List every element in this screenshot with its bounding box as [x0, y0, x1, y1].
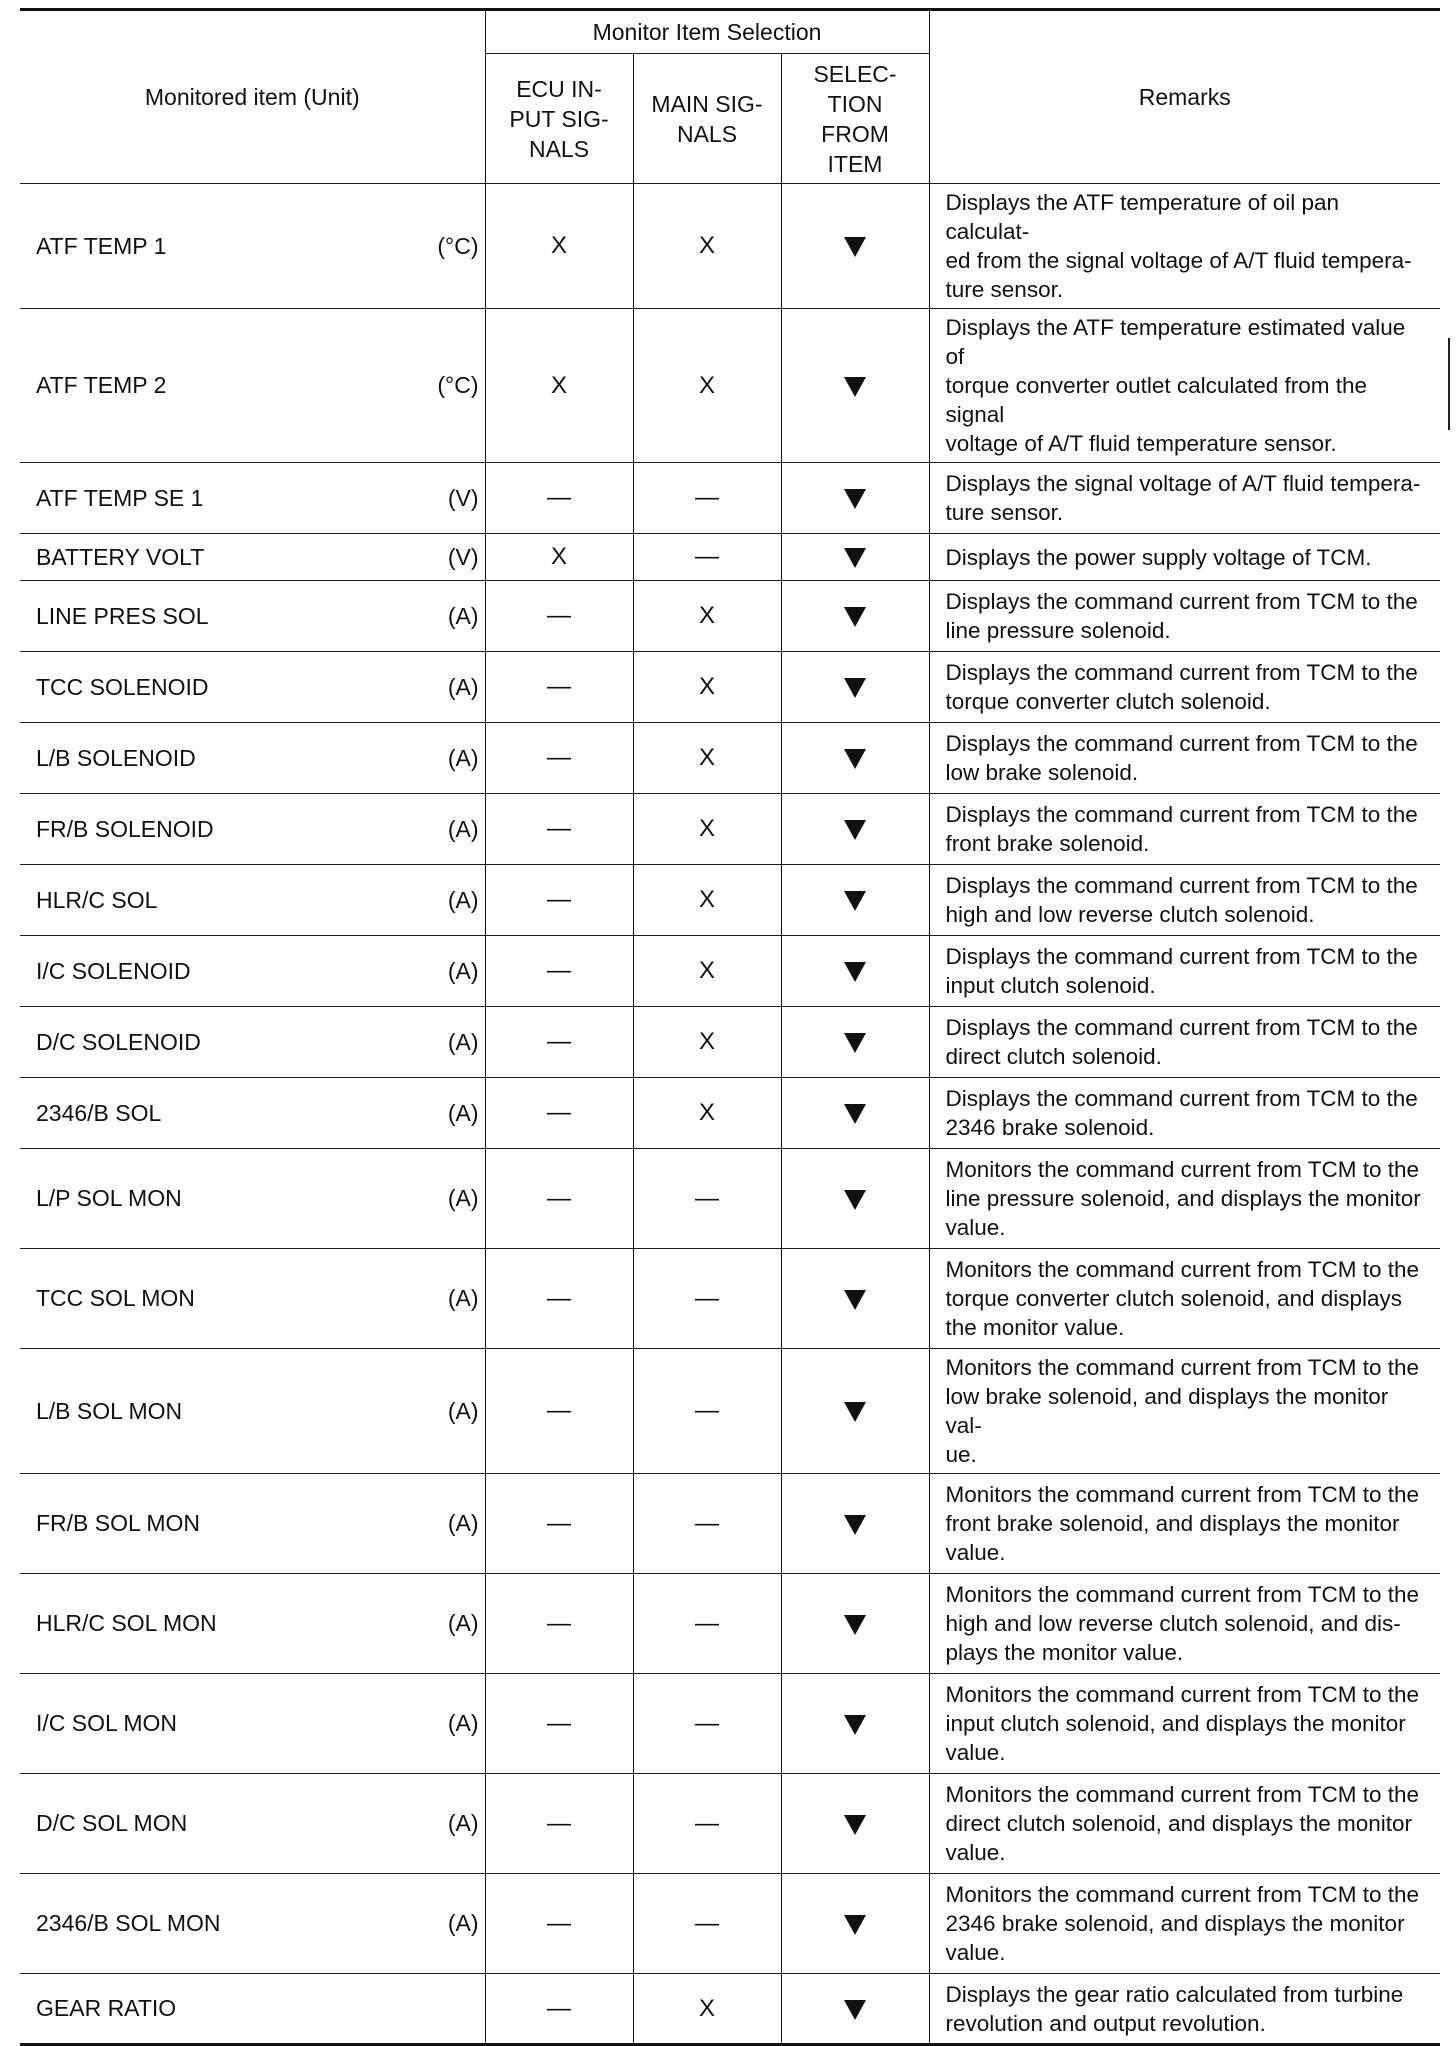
table-row: [20, 794, 1440, 865]
down-triangle-icon: [844, 891, 866, 911]
monitored-item-unit: [405, 1974, 485, 2045]
table-row: [20, 463, 1440, 534]
table-row: [20, 1974, 1440, 2045]
remark-text: Displays the command current from TCM to the high and low reverse clutch solenoid.: [929, 865, 1440, 936]
monitored-item-name: 2346/B SOL MON: [20, 1874, 405, 1974]
selection-from-item-cell: [781, 184, 929, 309]
table-row: [20, 652, 1440, 723]
selection-from-item-cell: [781, 1874, 929, 1974]
main-signal-mark: —: [633, 1574, 781, 1674]
table-row: [20, 1007, 1440, 1078]
main-signal-mark: —: [633, 534, 781, 581]
down-triangle-icon: [844, 962, 866, 982]
main-signal-mark: —: [633, 1249, 781, 1349]
remark-text: Monitors the command current from TCM to the torque converter clutch solenoid, and displays the monitor value.: [929, 1249, 1440, 1349]
main-signal-mark: —: [633, 1474, 781, 1574]
ecu-input-mark: —: [485, 1474, 633, 1574]
main-signal-mark: X: [633, 581, 781, 652]
down-triangle-icon: [844, 548, 866, 568]
selection-from-item-cell: [781, 1474, 929, 1574]
table-row: [20, 1078, 1440, 1149]
main-signal-mark: X: [633, 1974, 781, 2045]
down-triangle-icon: [844, 1402, 866, 1422]
ecu-input-mark: —: [485, 865, 633, 936]
remark-text: Monitors the command current from TCM to the front brake solenoid, and displays the monitor value.: [929, 1474, 1440, 1574]
main-signal-mark: —: [633, 463, 781, 534]
monitored-item-unit: (V): [405, 463, 485, 534]
monitored-item-unit: (A): [405, 794, 485, 865]
down-triangle-icon: [844, 1915, 866, 1935]
header-remarks: Remarks: [929, 10, 1440, 184]
header-monitor-item-selection: Monitor Item Selection: [485, 10, 929, 54]
ecu-input-mark: X: [485, 534, 633, 581]
main-signal-mark: X: [633, 723, 781, 794]
down-triangle-icon: [844, 377, 866, 397]
main-signal-mark: X: [633, 936, 781, 1007]
ecu-input-mark: —: [485, 1349, 633, 1474]
monitored-item-unit: (A): [405, 652, 485, 723]
remark-text: Displays the ATF temperature of oil pan calculat- ed from the signal voltage of A/T fluid tempera- ture sensor.: [929, 184, 1440, 309]
selection-from-item-cell: [781, 581, 929, 652]
monitored-item-name: BATTERY VOLT: [20, 534, 405, 581]
monitored-item-name: TCC SOLENOID: [20, 652, 405, 723]
monitored-item-name: HLR/C SOL: [20, 865, 405, 936]
monitored-item-name: FR/B SOL MON: [20, 1474, 405, 1574]
header-selection-from-item: SELEC- TION FROM ITEM: [781, 54, 929, 184]
selection-from-item-cell: [781, 1974, 929, 2045]
down-triangle-icon: [844, 1515, 866, 1535]
monitored-item-name: ATF TEMP 1: [20, 184, 405, 309]
remark-text: Monitors the command current from TCM to the high and low reverse clutch solenoid, and dis- plays the monitor value.: [929, 1574, 1440, 1674]
down-triangle-icon: [844, 678, 866, 698]
monitored-item-name: I/C SOLENOID: [20, 936, 405, 1007]
ecu-input-mark: X: [485, 309, 633, 463]
down-triangle-icon: [844, 820, 866, 840]
selection-from-item-cell: [781, 865, 929, 936]
remark-text: Displays the command current from TCM to the line pressure solenoid.: [929, 581, 1440, 652]
monitored-item-name: L/P SOL MON: [20, 1149, 405, 1249]
ecu-input-mark: —: [485, 1149, 633, 1249]
monitored-item-name: L/B SOL MON: [20, 1349, 405, 1474]
main-signal-mark: —: [633, 1674, 781, 1774]
monitored-item-name: 2346/B SOL: [20, 1078, 405, 1149]
selection-from-item-cell: [781, 1078, 929, 1149]
selection-from-item-cell: [781, 1349, 929, 1474]
main-signal-mark: —: [633, 1149, 781, 1249]
ecu-input-mark: —: [485, 1874, 633, 1974]
margin-bar: [1448, 338, 1450, 430]
table-row: [20, 184, 1440, 309]
selection-from-item-cell: [781, 1149, 929, 1249]
down-triangle-icon: [844, 1033, 866, 1053]
table-row: [20, 581, 1440, 652]
down-triangle-icon: [844, 489, 866, 509]
monitored-item-unit: (A): [405, 1149, 485, 1249]
main-signal-mark: —: [633, 1874, 781, 1974]
main-signal-mark: X: [633, 1007, 781, 1078]
monitored-item-name: L/B SOLENOID: [20, 723, 405, 794]
selection-from-item-cell: [781, 1249, 929, 1349]
down-triangle-icon: [844, 1290, 866, 1310]
monitored-item-unit: (A): [405, 1874, 485, 1974]
monitored-item-unit: (A): [405, 1249, 485, 1349]
down-triangle-icon: [844, 1190, 866, 1210]
down-triangle-icon: [844, 1715, 866, 1735]
monitored-item-unit: (A): [405, 581, 485, 652]
table-row: [20, 1349, 1440, 1474]
monitored-item-unit: (A): [405, 1474, 485, 1574]
monitored-item-name: FR/B SOLENOID: [20, 794, 405, 865]
remark-text: Displays the ATF temperature estimated value of torque converter outlet calculated from the signal voltage of A/T fluid temperature sensor.: [929, 309, 1440, 463]
monitored-item-name: I/C SOL MON: [20, 1674, 405, 1774]
ecu-input-mark: —: [485, 581, 633, 652]
remark-text: Displays the command current from TCM to the input clutch solenoid.: [929, 936, 1440, 1007]
table-row: [20, 534, 1440, 581]
selection-from-item-cell: [781, 463, 929, 534]
remark-text: Displays the signal voltage of A/T fluid tempera- ture sensor.: [929, 463, 1440, 534]
table-body: [20, 184, 1440, 2045]
ecu-input-mark: —: [485, 1078, 633, 1149]
monitored-item-unit: (A): [405, 1774, 485, 1874]
remark-text: Monitors the command current from TCM to the input clutch solenoid, and displays the monitor value.: [929, 1674, 1440, 1774]
table-row: [20, 1574, 1440, 1674]
monitored-item-unit: (A): [405, 1349, 485, 1474]
monitored-item-name: ATF TEMP 2: [20, 309, 405, 463]
selection-from-item-cell: [781, 1774, 929, 1874]
monitored-item-name: LINE PRES SOL: [20, 581, 405, 652]
down-triangle-icon: [844, 1104, 866, 1124]
monitored-item-name: GEAR RATIO: [20, 1974, 405, 2045]
down-triangle-icon: [844, 1815, 866, 1835]
monitored-item-unit: (V): [405, 534, 485, 581]
monitored-item-unit: (A): [405, 1574, 485, 1674]
remark-text: Displays the power supply voltage of TCM.: [929, 534, 1440, 581]
selection-from-item-cell: [781, 652, 929, 723]
remark-text: Displays the command current from TCM to the torque converter clutch solenoid.: [929, 652, 1440, 723]
table-row: [20, 1149, 1440, 1249]
table-row: [20, 865, 1440, 936]
selection-from-item-cell: [781, 1674, 929, 1774]
down-triangle-icon: [844, 237, 866, 257]
ecu-input-mark: —: [485, 652, 633, 723]
table-row: [20, 1249, 1440, 1349]
ecu-input-mark: —: [485, 1007, 633, 1078]
main-signal-mark: X: [633, 794, 781, 865]
table-row: [20, 309, 1440, 463]
table-row: [20, 1474, 1440, 1574]
remark-text: Monitors the command current from TCM to the low brake solenoid, and displays the monitor val- ue.: [929, 1349, 1440, 1474]
monitored-item-name: ATF TEMP SE 1: [20, 463, 405, 534]
monitored-item-name: D/C SOL MON: [20, 1774, 405, 1874]
ecu-input-mark: —: [485, 1974, 633, 2045]
ecu-input-mark: —: [485, 794, 633, 865]
monitored-item-unit: (A): [405, 1674, 485, 1774]
table-row: [20, 1674, 1440, 1774]
main-signal-mark: X: [633, 184, 781, 309]
remark-text: Displays the command current from TCM to the 2346 brake solenoid.: [929, 1078, 1440, 1149]
selection-from-item-cell: [781, 534, 929, 581]
monitored-item-unit: (A): [405, 1078, 485, 1149]
ecu-input-mark: —: [485, 1774, 633, 1874]
header-main-signals: MAIN SIG- NALS: [633, 54, 781, 184]
monitored-item-unit: (A): [405, 865, 485, 936]
ecu-input-mark: —: [485, 463, 633, 534]
ecu-input-mark: —: [485, 936, 633, 1007]
ecu-input-mark: —: [485, 1674, 633, 1774]
table-row: [20, 936, 1440, 1007]
monitored-item-name: HLR/C SOL MON: [20, 1574, 405, 1674]
header-ecu-input-signals: ECU IN- PUT SIG- NALS: [485, 54, 633, 184]
monitored-item-name: TCC SOL MON: [20, 1249, 405, 1349]
remark-text: Displays the command current from TCM to the direct clutch solenoid.: [929, 1007, 1440, 1078]
selection-from-item-cell: [781, 1574, 929, 1674]
selection-from-item-cell: [781, 794, 929, 865]
main-signal-mark: X: [633, 1078, 781, 1149]
remark-text: Displays the command current from TCM to the low brake solenoid.: [929, 723, 1440, 794]
header-row-top: [20, 10, 1440, 54]
remark-text: Monitors the command current from TCM to the 2346 brake solenoid, and displays the monitor value.: [929, 1874, 1440, 1974]
ecu-input-mark: —: [485, 723, 633, 794]
remark-text: Displays the gear ratio calculated from turbine revolution and output revolution.: [929, 1974, 1440, 2045]
main-signal-mark: X: [633, 309, 781, 463]
main-signal-mark: —: [633, 1774, 781, 1874]
main-signal-mark: X: [633, 652, 781, 723]
ecu-input-mark: —: [485, 1249, 633, 1349]
monitored-item-unit: (°C): [405, 309, 485, 463]
down-triangle-icon: [844, 607, 866, 627]
down-triangle-icon: [844, 2000, 866, 2020]
monitored-item-unit: (A): [405, 936, 485, 1007]
selection-from-item-cell: [781, 936, 929, 1007]
down-triangle-icon: [844, 1615, 866, 1635]
selection-from-item-cell: [781, 309, 929, 463]
monitor-item-table: [20, 8, 1440, 2046]
ecu-input-mark: —: [485, 1574, 633, 1674]
header-monitored-item: Monitored item (Unit): [20, 10, 485, 184]
table-row: [20, 1874, 1440, 1974]
monitored-item-name: D/C SOLENOID: [20, 1007, 405, 1078]
monitored-item-unit: (°C): [405, 184, 485, 309]
monitored-item-unit: (A): [405, 723, 485, 794]
selection-from-item-cell: [781, 723, 929, 794]
remark-text: Monitors the command current from TCM to the direct clutch solenoid, and displays the monitor value.: [929, 1774, 1440, 1874]
remark-text: Monitors the command current from TCM to the line pressure solenoid, and displays the monitor value.: [929, 1149, 1440, 1249]
down-triangle-icon: [844, 749, 866, 769]
selection-from-item-cell: [781, 1007, 929, 1078]
table-row: [20, 1774, 1440, 1874]
main-signal-mark: X: [633, 865, 781, 936]
main-signal-mark: —: [633, 1349, 781, 1474]
remark-text: Displays the command current from TCM to the front brake solenoid.: [929, 794, 1440, 865]
monitored-item-unit: (A): [405, 1007, 485, 1078]
table-row: [20, 723, 1440, 794]
ecu-input-mark: X: [485, 184, 633, 309]
